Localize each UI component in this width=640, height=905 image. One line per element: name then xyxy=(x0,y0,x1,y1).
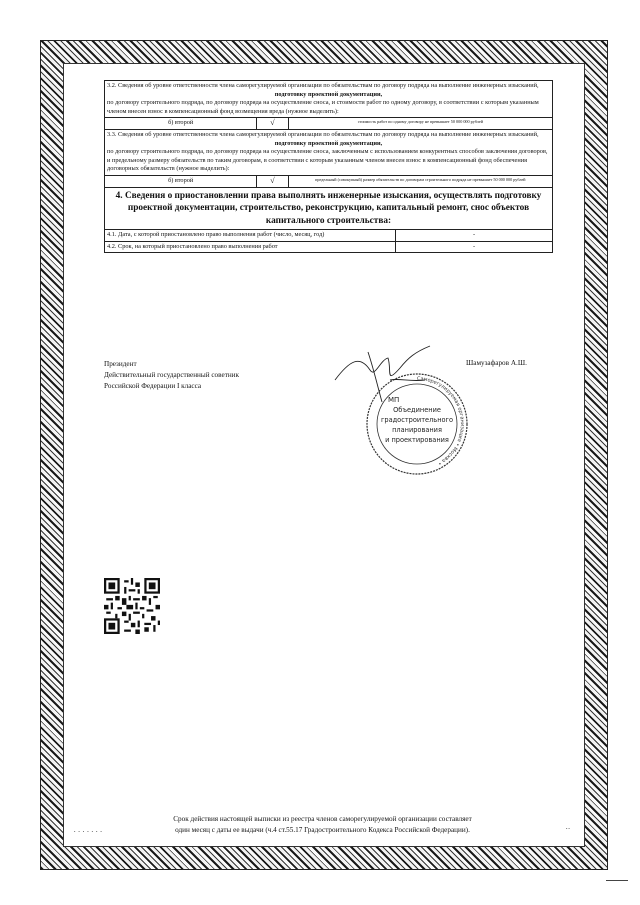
section-3-2-level: б) второй xyxy=(105,118,257,130)
footer-dots-right: • • xyxy=(566,826,570,831)
section-3-2-table xyxy=(104,80,553,130)
qr-code-icon xyxy=(104,578,160,634)
section-3-3-level-desc: предельный (совокупный) размер обязательств по договорам строительного подряда не превышает 50 000 000 рублей xyxy=(288,175,552,187)
section-4-row1-label: 4.1. Дата, с которой приостановлено право выполнения работ (число, месяц, год) xyxy=(105,230,396,242)
section-3-2-body: по договору строительного подряда, по договору подряда на осуществление сноса, и стоимости работ по одному договору, в соответствии с которым указанным членом внесен взнос в компенсационный фонд возмещения вреда (нужное выделить): xyxy=(107,99,539,115)
section-4-row2-value: - xyxy=(396,241,553,253)
stamp-line-1: Объединение xyxy=(393,406,441,414)
section-3-3-body: по договору строительного подряда, по договору подряда на осуществление сноса, заключенным с использованием конкурентных способов заключения договоров, и предельному размеру обязательств по таким договорам, в соответствии с которым указанным членом внесен взнос в компенсационный фонд обеспечения договорных обязательств (нужное выделить): xyxy=(107,148,548,173)
section-4-row1-value: - xyxy=(396,230,553,242)
section-3-3-check: √ xyxy=(257,175,288,187)
signatory-name: Шамузафаров А.Ш. xyxy=(466,359,527,367)
footer-line-1: Срок действия настоящей выписки из реестра членов саморегулируемой организации составляет xyxy=(173,815,472,823)
stamp-line-3: планирования xyxy=(392,426,442,434)
footer-line-2: один месяц с даты ее выдачи (ч.4 ст.55.17 Градостроительного Кодекса Российской Федерации). xyxy=(175,826,470,834)
section-3-3-subtitle: подготовку проектной документации, xyxy=(274,139,383,147)
position-line-2: Действительный государственный советник xyxy=(104,371,240,379)
page-edge-line xyxy=(606,880,628,881)
stamp-mp: МП xyxy=(388,396,400,404)
section-3-2-level-desc: стоимость работ по одному договору не превышает 50 000 000 рублей xyxy=(288,118,552,130)
stamp-line-4: и проектирования xyxy=(385,436,449,444)
section-3-2-text xyxy=(105,81,553,118)
section-3-2-subtitle: подготовку проектной документации, xyxy=(274,90,383,98)
section-3-3-title: 3.3. Сведения об уровне ответственности члена саморегулируемой организации по обязательствам по договору подряда на выполнение инженерных изысканий, xyxy=(107,130,539,138)
section-3-3-text xyxy=(105,129,553,175)
position-line-1: Президент xyxy=(104,360,137,368)
section-3-3-table xyxy=(104,129,553,188)
footer-note xyxy=(60,814,585,836)
handwritten-signature xyxy=(330,340,440,410)
section-4-title: 4. Сведения о приостановлении права выполнять инженерные изыскания, осуществлять подготовку проектной документации, строительство, реконструкцию, капитальный ремонт, снос объектов капитального строительства: xyxy=(105,187,553,230)
signatory-position xyxy=(104,359,239,392)
section-3-2-title: 3.2. Сведения об уровне ответственности члена саморегулируемой организации по обязательствам по договору подряда на выполнение инженерных изысканий, xyxy=(107,82,539,89)
section-3-3-level: б) второй xyxy=(105,175,257,187)
document-body xyxy=(104,80,553,253)
position-line-3: Российской Федерации I класса xyxy=(104,382,202,390)
section-4-row2-label: 4.2. Срок, на который приостановлено право выполнения работ xyxy=(105,241,396,253)
stamp-line-2: градостроительного xyxy=(380,416,454,424)
footer-dots-left: • • • • • • • xyxy=(74,829,103,834)
section-4-table xyxy=(104,187,553,254)
section-3-2-check: √ xyxy=(257,118,288,130)
stamp-ring-text: Саморегулируемая организация • Москва • xyxy=(416,375,465,467)
